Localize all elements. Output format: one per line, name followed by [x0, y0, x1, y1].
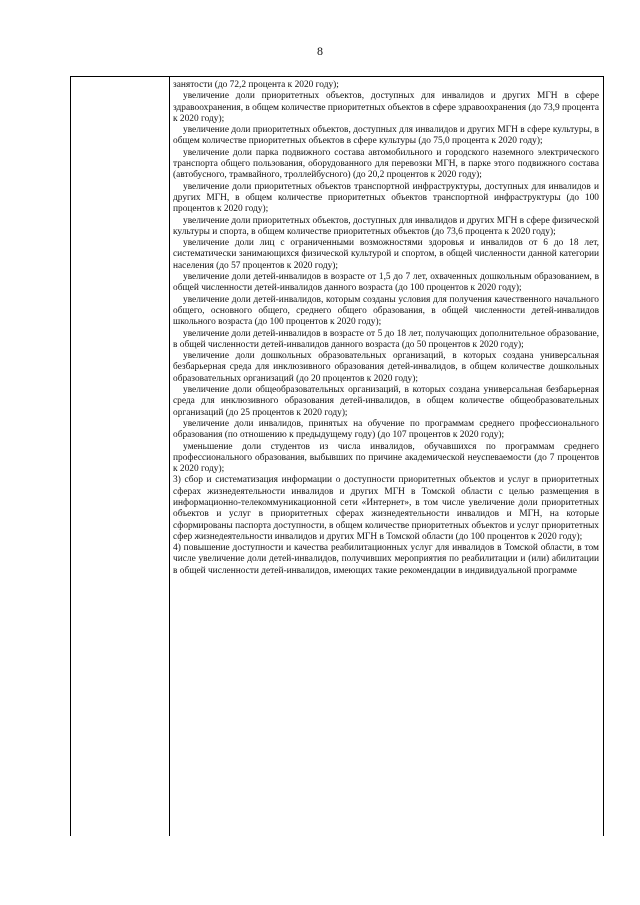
- paragraph: увеличение доли приоритетных объектов, доступных для инвалидов и других МГН в сфере культуры, в общем количестве приоритетных объектов в сфере культуры (до 75,0 процента к 2020 году);: [173, 125, 599, 147]
- table-right-column: [170, 77, 603, 577]
- paragraph: 4) повышение доступности и качества реабилитационных услуг для инвалидов в Томской области, в том числе увеличение доли детей-инвалидов, получивших мероприятия по реабилитации и (или) абилитации в общей численности детей-инвалидов, имеющих такие рекомендации в индивидуальной программе: [173, 543, 599, 576]
- paragraph: уменьшение доли студентов из числа инвалидов, обучавшихся по программам среднего профессионального образования, выбывших по причине академической неуспеваемости (до 7 процентов к 2020 году);: [173, 441, 599, 475]
- paragraph: увеличение доли приоритетных объектов транспортной инфраструктуры, доступных для инвалидов и других МГН, в общем количестве приоритетных объектов транспортной инфраструктуры (до 100 процентов к 2020 году);: [173, 181, 599, 215]
- paragraph: увеличение доли приоритетных объектов, доступных для инвалидов и других МГН в сфере здравоохранения, в общем количестве приоритетных объектов в сфере здравоохранения (до 73,9 процента к 2020 году);: [173, 91, 599, 124]
- paragraph: увеличение доли инвалидов, принятых на обучение по программам среднего профессионального образования (по отношению к предыдущему году) (до 107 процентов к 2020 году);: [173, 418, 599, 441]
- paragraph: увеличение доли лиц с ограниченными возможностями здоровья и инвалидов от 6 до 18 лет, систематически занимающихся физической культурой и спортом, в общей численности данной категории населения (до 57 процентов к 2020 году);: [173, 238, 599, 271]
- table-left-column: [71, 77, 170, 836]
- paragraph: 3) сбор и систематизация информации о доступности приоритетных объектов и услуг в приоритетных сферах жизнедеятельности инвалидов и других МГН в Томской области с целью размещения в информационно-телекоммуникационной сети «Интернет», в том числе увеличение доли приоритетных объектов и услуг в приоритетных сферах жизнедеятельности инвалидов и МГН, на которые сформированы паспорта доступности, в общем количестве приоритетных объектов и услуг приоритетных сфер жизнедеятельности инвалидов и других МГН в Томской области (до 100 процентов к 2020 году);: [173, 475, 599, 542]
- paragraph: увеличение доли детей-инвалидов в возрасте от 1,5 до 7 лет, охваченных дошкольным образованием, в общей численности детей-инвалидов данного возраста (до 100 процентов к 2020 году);: [173, 272, 599, 294]
- paragraph: увеличение доли общеобразовательных организаций, в которых создана универсальная безбарьерная среда для инклюзивного образования детей-инвалидов, в общем количестве общеобразовательных организаций (до 25 процентов к 2020 году);: [173, 385, 599, 418]
- paragraph: увеличение доли дошкольных образовательных организаций, в которых создана универсальная безбарьерная среда для инклюзивного образования детей-инвалидов, в общем количестве дошкольных образовательных организаций (до 20 процентов к 2020 году);: [173, 351, 599, 384]
- paragraph: увеличение доли приоритетных объектов, доступных для инвалидов и других МГН в сфере физической культуры и спорта, в общем количестве приоритетных объектов (до 73,6 процента к 2020 году);: [173, 215, 599, 237]
- paragraph: увеличение доли детей-инвалидов, которым созданы условия для получения качественного начального общего, основного общего, среднего общего образования, в общей численности детей-инвалидов школьного возраста (до 100 процентов к 2020 году);: [173, 294, 599, 328]
- document-table: [70, 76, 604, 836]
- paragraph: занятости (до 72,2 процента к 2020 году);: [173, 80, 339, 90]
- paragraph: увеличение доли парка подвижного состава автомобильного и городского наземного электрического транспорта общего пользования, оборудованного для перевозки МГН, в парке этого подвижного состава (автобусного, трамвайного, троллейбусного) (до 20,2 процентов к 2020 году);: [173, 147, 599, 181]
- paragraph: увеличение доли детей-инвалидов в возрасте от 5 до 18 лет, получающих дополнительное образование, в общей численности детей-инвалидов данного возраста (до 50 процентов к 2020 году);: [173, 328, 599, 350]
- page-number: 8: [317, 44, 323, 58]
